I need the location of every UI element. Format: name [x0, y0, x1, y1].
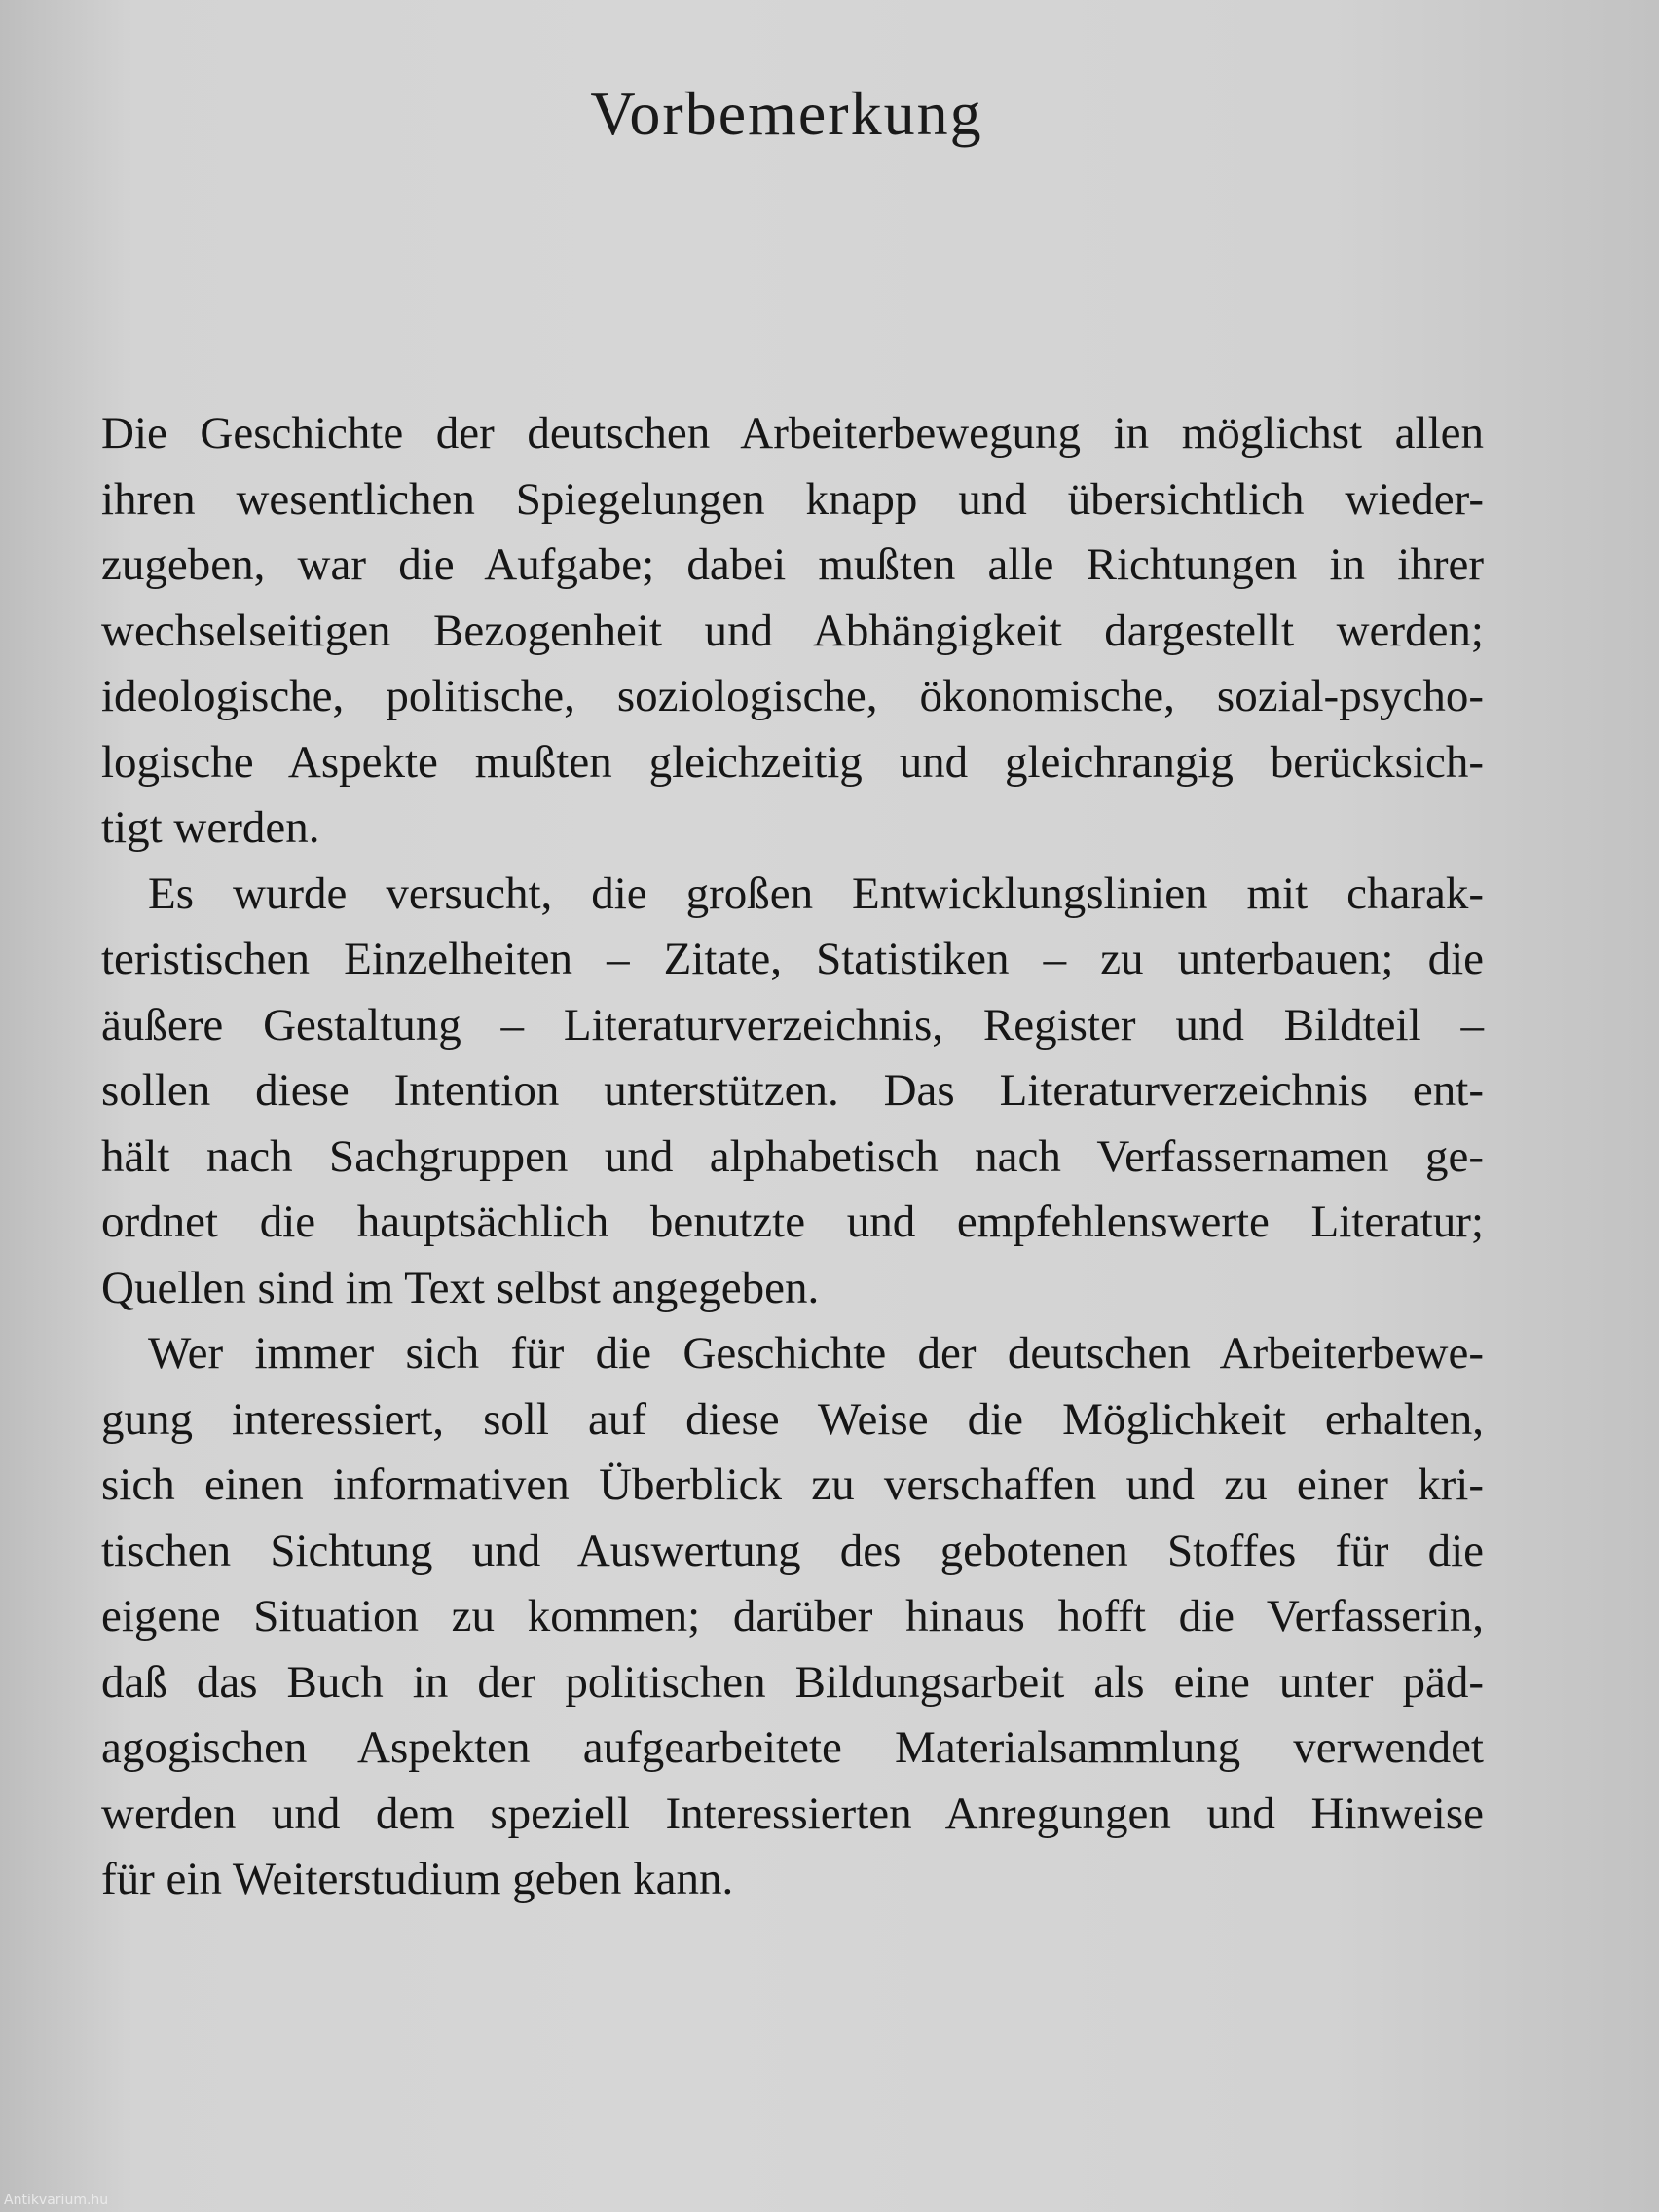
text-line: Quellen sind im Text selbst angegeben. [101, 1262, 820, 1313]
text-line: gung interessiert, soll auf diese Weise die Möglichkeit erhalten, [101, 1393, 1484, 1445]
text-line: ihren wesentlichen Spiegelungen knapp und übersichtlich wieder- [101, 473, 1484, 525]
text-line: Es wurde versucht, die großen Entwicklungslinien mit charak- [148, 867, 1484, 919]
text-line: ordnet die hauptsächlich benutzte und empfehlenswerte Literatur; [101, 1197, 1484, 1247]
text-line: daß das Buch in der politischen Bildungsarbeit als eine unter päd- [101, 1656, 1484, 1708]
text-line: zugeben, war die Aufgabe; dabei mußten alle Richtungen in ihrer [101, 539, 1484, 590]
text-line: wechselseitigen Bezogenheit und Abhängigkeit dargestellt werden; [101, 605, 1484, 656]
page-title: Vorbemerkung [590, 79, 983, 148]
text-line: agogischen Aspekten aufgearbeitete Materialsammlung verwendet [101, 1722, 1484, 1773]
text-line: werden und dem speziell Interessierten Anregungen und Hinweise [101, 1788, 1484, 1839]
text-line: logische Aspekte mußten gleichzeitig und gleichrangig berücksich- [101, 736, 1484, 788]
paragraph-2 [101, 862, 1484, 1322]
text-line: sich einen informativen Überblick zu verschaffen und zu einer kri- [101, 1459, 1484, 1510]
text-line: tigt werden. [101, 802, 320, 853]
text-line: für ein Weiterstudium geben kann. [101, 1854, 734, 1904]
text-line: Die Geschichte der deutschen Arbeiterbewegung in möglichst allen [101, 408, 1484, 459]
text-line: ideologische, politische, soziologische, ökonomische, sozial-psycho- [101, 671, 1484, 721]
paragraph-3 [101, 1321, 1484, 1913]
text-line: eigene Situation zu kommen; darüber hinaus hofft die Verfasserin, [101, 1591, 1484, 1641]
text-line: tischen Sichtung und Auswertung des gebotenen Stoffes für die [101, 1525, 1484, 1576]
text-line: hält nach Sachgruppen und alphabetisch nach Verfassernamen ge- [101, 1130, 1484, 1182]
text-line: Wer immer sich für die Geschichte der deutschen Arbeiterbewe- [148, 1328, 1484, 1379]
watermark: Antikvarium.hu [4, 2193, 109, 2208]
text-line: sollen diese Intention unterstützen. Das Literaturverzeichnis ent- [101, 1065, 1484, 1116]
paragraph-1 [101, 401, 1484, 862]
text-line: teristischen Einzelheiten – Zitate, Statistiken – zu unterbauen; die [101, 934, 1484, 984]
body-text [101, 401, 1484, 1913]
text-line: äußere Gestaltung – Literaturverzeichnis, Register und Bildteil – [101, 999, 1484, 1051]
